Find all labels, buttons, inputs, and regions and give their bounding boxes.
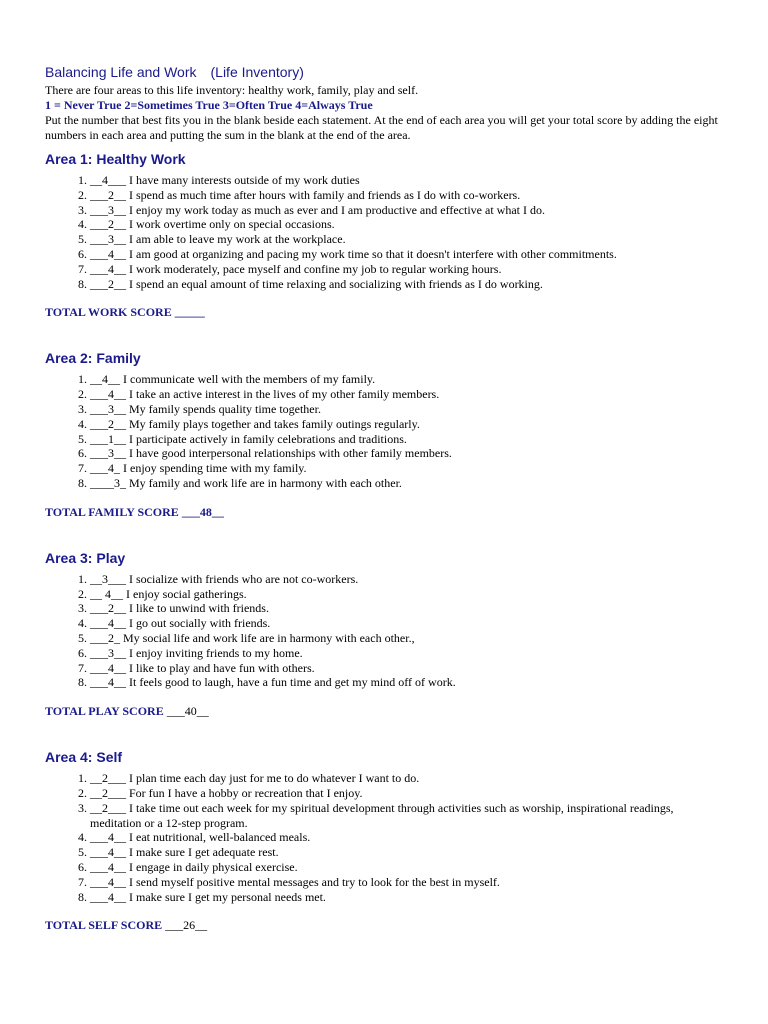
list-item: 5. ___3__ I am able to leave my work at the workplace. [90,232,725,247]
total-score-value: ___40__ [166,704,209,719]
list-item: 7. ___4__ I send myself positive mental messages and try to look for the best in myself. [90,875,725,890]
list-item: 1. __2___ I plan time each day just for me to do whatever I want to do. [90,771,725,786]
instructions-text: Put the number that best fits you in the blank beside each statement. At the end of each area you will get your total score by adding the eight numbers in each area and putting the sum in the blank at the end of the area. [45,113,718,142]
title-sub: (Life Inventory) [210,64,304,80]
statement-list [45,771,725,904]
list-item: 4. ___4__ I eat nutritional, well-balanced meals. [90,830,725,845]
total-score-value: ___26__ [165,918,208,933]
statement-list [45,372,725,490]
total-score-label: TOTAL WORK SCORE [45,305,172,320]
list-item: 1. __3___ I socialize with friends who are not co-workers. [90,572,725,587]
area-play [45,548,725,719]
list-item: 6. ___3__ I have good interpersonal relationships with other family members. [90,446,725,461]
statement-list [45,572,725,690]
list-item: 1. __4__ I communicate well with the members of my family. [90,372,725,387]
list-item: 8. ___4__ I make sure I get my personal needs met. [90,890,725,905]
area-healthy-work [45,149,725,320]
total-score [45,918,725,933]
list-item: 5. ___1__ I participate actively in family celebrations and traditions. [90,432,725,447]
list-item: 7. ___4_ I enjoy spending time with my family. [90,461,725,476]
page-title [45,62,725,82]
list-item: 2. __2___ For fun I have a hobby or recreation that I enjoy. [90,786,725,801]
list-item: 7. ___4__ I like to play and have fun with others. [90,661,725,676]
total-score-value: _____ [174,305,205,320]
area-self [45,747,725,933]
title-main: Balancing Life and Work [45,64,197,80]
total-score [45,704,725,719]
list-item: 3. __2___ I take time out each week for my spiritual development through activities such as worship, inspirational readings, meditation or a 12-step program. [90,801,725,831]
list-item: 2. __ 4__ I enjoy social gatherings. [90,587,725,602]
list-item: 2. ___4__ I take an active interest in the lives of my other family members. [90,387,725,402]
list-item: 8. ___2__ I spend an equal amount of time relaxing and socializing with friends as I do working. [90,277,725,292]
document-page [45,62,725,933]
list-item: 4. ___4__ I go out socially with friends. [90,616,725,631]
list-item: 4. ___2__ I work overtime only on special occasions. [90,217,725,232]
intro-text: There are four areas to this life inventory: healthy work, family, play and self. [45,83,419,97]
list-item: 3. ___3__ My family spends quality time together. [90,402,725,417]
total-score [45,505,725,520]
area-heading: Area 3: Play [45,549,126,566]
total-score-label: TOTAL SELF SCORE [45,918,163,933]
list-item: 8. ___4__ It feels good to laugh, have a fun time and get my mind off of work. [90,675,725,690]
total-score-label: TOTAL FAMILY SCORE [45,504,179,519]
list-item: 8. ____3_ My family and work life are in harmony with each other. [90,476,725,491]
list-item: 1. __4___ I have many interests outside of my work duties [90,173,725,188]
total-score-value: ___48__ [181,504,224,519]
total-score-label: TOTAL PLAY SCORE [45,704,164,719]
list-item: 3. ___3__ I enjoy my work today as much as ever and I am productive and effective at what I do. [90,203,725,218]
area-heading: Area 2: Family [45,350,141,367]
list-item: 3. ___2__ I like to unwind with friends. [90,601,725,616]
area-heading: Area 1: Healthy Work [45,151,186,167]
list-item: 6. ___4__ I engage in daily physical exercise. [90,860,725,875]
area-heading: Area 4: Self [45,749,123,766]
list-item: 4. ___2__ My family plays together and takes family outings regularly. [90,417,725,432]
area-family [45,348,725,519]
list-item: 5. ___4__ I make sure I get adequate rest. [90,845,725,860]
list-item: 2. ___2__ I spend as much time after hours with family and friends as I do with co-workers. [90,188,725,203]
list-item: 7. ___4__ I work moderately, pace myself and confine my job to regular working hours. [90,262,725,277]
list-item: 6. ___3__ I enjoy inviting friends to my home. [90,646,725,661]
statement-list [45,173,725,291]
total-score [45,305,725,320]
list-item: 6. ___4__ I am good at organizing and pacing my work time so that it doesn't interfere with other commitments. [90,247,725,262]
list-item: 5. ___2_ My social life and work life are in harmony with each other., [90,631,725,646]
rating-scale: 1 = Never True 2=Sometimes True 3=Often True 4=Always True [45,98,373,112]
